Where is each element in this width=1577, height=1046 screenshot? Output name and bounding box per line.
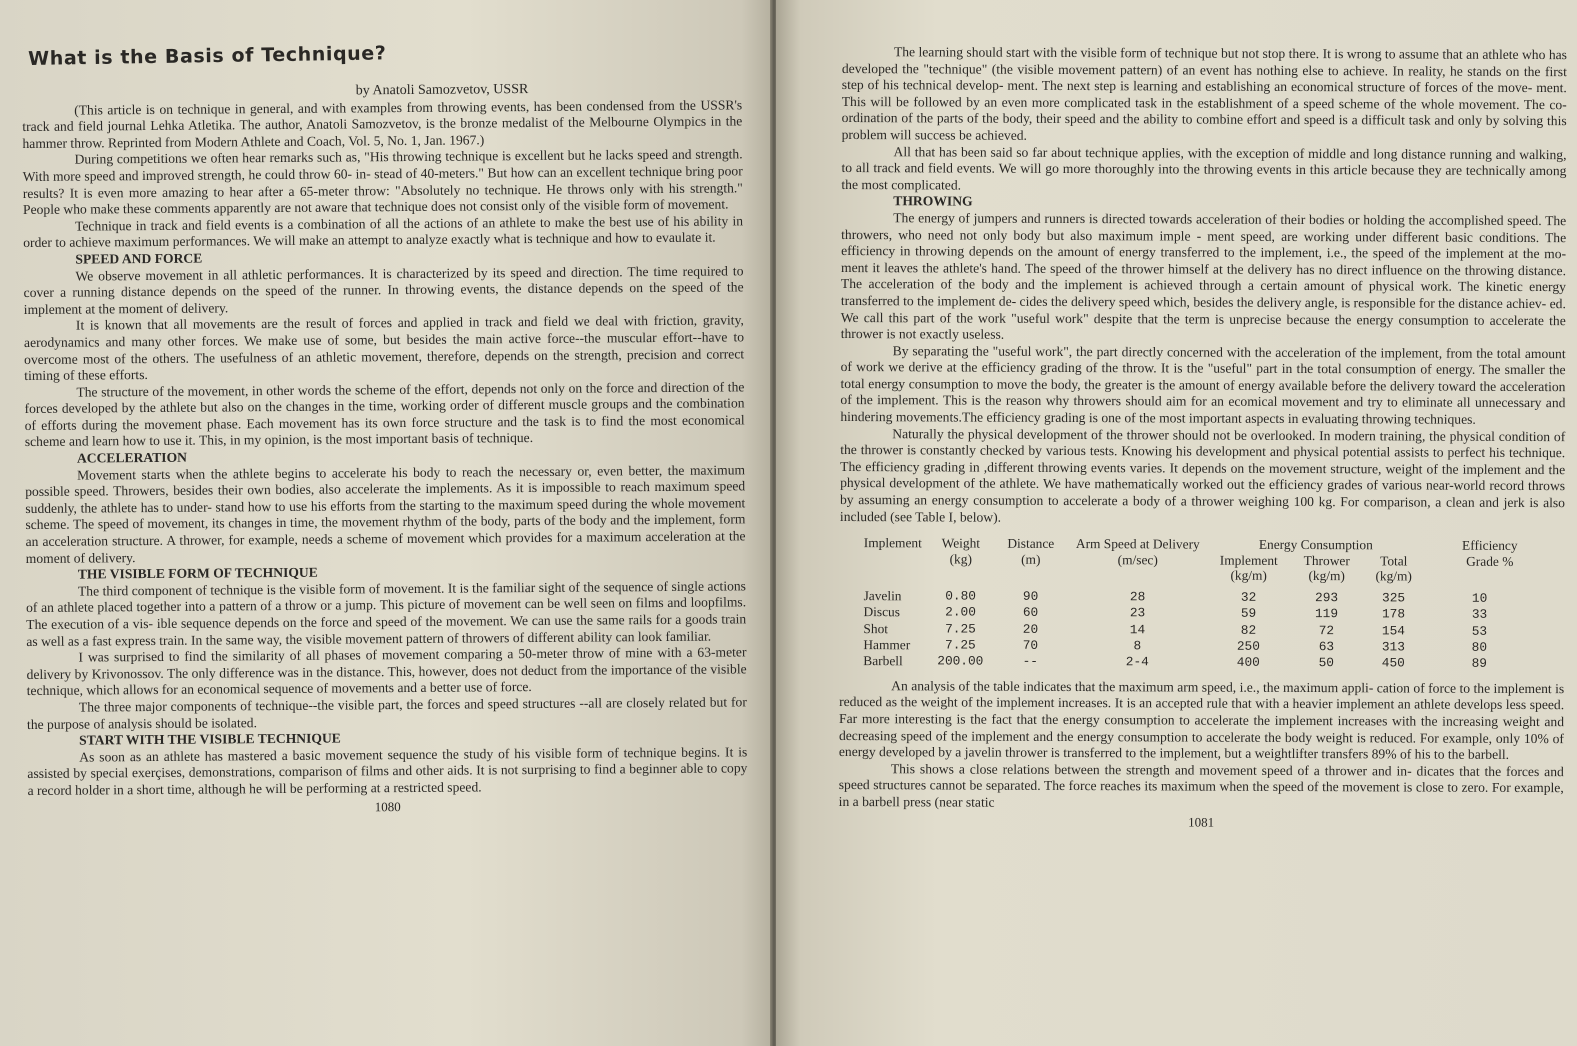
paragraph: We observe movement in all athletic performances. It is characterized by its speed and direction. The time required to cover a running distance depends on the speed of the runner. In throwing events, the distance depends on the speed of the implement at the moment of delivery. [23,262,744,317]
efficiency-table [857,535,1536,672]
cell-efficiency: 33 [1471,606,1488,622]
paragraph: (This article is on technique in general, and with examples from throwing events, has been condensed from the USSR's track and field journal Lehka Atletika. The author, Anatoli Samozvetov, is the bronze medalist of the Melbourne Olympics in the hammer throw. Reprinted from Modern Athlete and Coach, Vol. 5, No. 1, Jan. 1967.) [22,96,743,151]
paragraph: The three major components of technique--the visible part, the forces and speed structures --all are closely related but for the purpose of analysis should be isolated. [26,694,747,732]
cell-energy-total: 450 [1381,655,1405,671]
paragraph: By separating the "useful work", the part directly concerned with the acceleration of the implement, from the total amount of work we derive at the efficiency grading of the throw. It is the "useful" part in the total consumption of energy. The smaller the total energy consumption to move the body, the greater is the amount of energy available before the delivery toward the acceleration of the implement. This is the reason why throwers should aim for an ecomical movement and try to eliminate all unnecessary and hindering movements.The efficiency grading is one of the most important aspects in evaluating throwing techniques. [840,342,1566,427]
paragraph: The energy of jumpers and runners is directed towards acceleration of their bodies or holding the accomplished speed. The throwers, who need not only body but also maximum imple - ment speed, are working under different basic conditions. The efficiency in throwing depends on the amount of energy transferred to the implement, i.e., the speed of the implement at the mo- ment it leaves the athlete's hand. The speed of the thrower himself at the delivery has no direct influence on the throwing distance. The acceleration of the body and the implement is achieved through a certain amount of physical work. The kinetic energy transferred to the implement de- cides the delivery speed which, besides the delivery angle, is responsible for the distance achiev- ed. We call this part of the work "useful work" despite that the term is unprecise because the energy consumption to accelerate the thrower is not exactly useless. [840,210,1567,342]
right-page-body-top [840,44,1567,528]
cell-distance: 20 [1022,621,1039,637]
paragraph: During competitions we often hear remarks such as, "His throwing technique is excellent but he lacks speed and strength. With more speed and improved strength, he could throw 60- in- stead of 40-meters." But how can an excellent technique bring poor results? It is even more amazing to hear after a 65-meter throw: "Absolutely no technique. He throws only with his strength." People who make these comments apparently are not aware that technique does not consist only of the visible form of movement. [22,146,743,218]
paragraph: This shows a close relations between the strength and movement speed of a thrower and in- dicates that the forces and speed structures cannot be separated. The force reaches its maximum when the speed of the movement is close to zero. For example, in a barbell press (near static [838,760,1564,810]
header-energy-consumption: Energy Consumption [1258,537,1373,553]
left-page [0,0,772,1046]
paragraph: All that has been said so far about technique applies, with the exception of middle and long distance running and walking, to all track and field events. We will go more thoroughly into the throwing events in this article because they are technically among the most complicated. [841,143,1567,193]
cell-weight: 200.00 [937,653,984,669]
paragraph: The learning should start with the visible form of technique but not stop there. It is wrong to assume that an athlete who has developed the "technique" (the visible movement pattern) of an event has nothing else to achieve. In reality, he stands on the first step of his technical develop- ment. The next step is learning and establishing an economical structure of forces of the move- ment. This will be followed by an even more complicated task in the establishment of a speed scheme of the whole movement. The co-ordination of the parts of the body, their speed and the ability to combine effort and speed is a difficult task and only by solving this problem will success be achieved. [841,44,1567,143]
right-page [776,0,1577,1046]
table-row [857,653,1535,672]
cell-implement: Javelin [863,587,902,603]
cell-energy-total: 313 [1381,639,1405,655]
cell-arm-speed: 2-4 [1125,654,1149,670]
cell-weight: 7.25 [945,620,976,637]
paragraph: The third component of technique is the visible form of movement. It is the familiar sight of the sequence of single actions of an athlete placed together into a pattern of a throw or a jump. This picture of movement can be well seen on films and loopfilms. The execution of a vis- ible sequence depends on the force and speed of the movement. We can use the same rails for a goods train as well as a fast express train. In the same way, the visible movement pattern of throwers of different ability can look familiar. [26,578,747,649]
cell-implement: Barbell [863,653,903,669]
cell-energy-thrower: 293 [1315,589,1339,605]
paragraph: As soon as an athlete has mastered a basic movement sequence the study of his visible form of technique begins. It is assisted by special exerçises, demonstrations, comparison of films and other aids. It is not surprising to find a beginner able to copy a record holder in a short time, although he will be performing at a restricted speed. [27,744,748,798]
header-implement: Implement [863,535,922,551]
cell-distance: 70 [1022,637,1039,653]
cell-energy-thrower: 50 [1318,655,1335,671]
cell-distance: 60 [1022,604,1039,620]
header-energy-implement: Implement (kg/m) [1219,552,1278,584]
cell-arm-speed: 8 [1133,638,1142,654]
cell-implement: Discus [863,604,901,620]
left-page-text [22,80,748,818]
cell-implement: Shot [863,620,889,636]
cell-energy-total: 325 [1382,590,1406,606]
paragraph: It is known that all movements are the result of forces and applied in track and field we deal with friction, gravity, aerodynamics and many other forces. We make use of some, but besides the main active force--the muscular effort--have to overcome most of the others. The usefulness of an athletic movement, therefore, depends on the strength, precision and correct timing of these efforts. [23,312,745,384]
cell-energy-implement: 400 [1236,655,1260,671]
cell-weight: 0.80 [945,588,977,604]
section-heading: SPEED AND FORCE [75,250,203,267]
cell-energy-thrower: 119 [1314,606,1339,622]
paragraph: Naturally the physical development of the thrower should not be overlooked. In modern training, the physical condition of the thrower is constantly checked by various tests. Knowing his development and physical potential assists to perfect his technique. The efficiency grading in ,different throwing events varies. It depends on the movement structure, weight of the implement and the physical development of the athlete. We have mathematically worked out the efficiency grades of various near-world record throws by assuming an energy consumption to accelerate a body of a thrower weighing 100 kg. For comparison, a clean and jerk is also included (see Table I, below). [839,425,1566,525]
cell-efficiency: 10 [1471,590,1488,606]
table-header-row [858,535,1536,553]
byline: by Anatoli Samozvetov, USSR [355,82,529,99]
cell-arm-speed: 14 [1129,621,1146,637]
paragraph: Movement starts when the athlete begins to accelerate his body to reach the necessary or, even better, the maximum possible speed. Throwers, besides their own bodies, also accelerate the implements. As it is impossible to reach maximum speed suddenly, the athlete has to under- stand how to use his efforts from the starting to the maximum speed during the whole movement scheme. The speed of movement, its changes in time, the movement rhythm of the body, parts of the body and the implement, form an acceleration structure. A thrower, for example, needs a scheme of movement which provides for a maximum acceleration at the moment of delivery. [25,461,746,566]
paragraph: Technique in track and field events is a combination of all the actions of an athlete to make the best use of his ability in order to achieve maximum performances. We will make an attempt to analyze exactly what is technique and how to evaulate it. [23,213,744,251]
header-distance: Distance (m) [1007,535,1055,567]
header-energy-thrower: Thrower (kg/m) [1303,552,1350,584]
paragraph: An analysis of the table indicates that the maximum arm speed, i.e., the maximum appli- cation of force to the implement is reduced as the weight of the implement increases. It is an accepted rule that with a heavier implement an athlete develops less speed. Far more interesting is the fact that the energy consumption to accelerate the implement increases with the increasing weight and decreasing speed of the implement and the energy consumption to accelerate the body weight is reduced. For example, only 10% of energy developed by a javelin thrower is transferred to the implement, but a weightlifter transfers 89% of his to the barbell. [838,677,1565,763]
header-weight: Weight (kg) [941,535,981,567]
cell-arm-speed: 23 [1129,605,1146,621]
paragraph: The structure of the movement, in other words the scheme of the effort, depends not only on the force and direction of the forces developed by the athlete but also on the changes in the time, working order of different muscle groups and the combination of efforts during the movement phase. Each movement has its own force structure and the task is to find the most economical scheme and learn how to use it. This, in my opinion, is the most important basis of technique. [24,379,745,450]
left-page-body [22,97,747,800]
right-page-text [839,44,1567,832]
cell-weight: 2.00 [945,604,976,620]
table-body [857,588,1535,673]
cell-energy-implement: 59 [1240,605,1257,621]
cell-implement: Hammer [863,637,911,653]
cell-weight: 7.25 [945,637,976,653]
section-heading: ACCELERATION [76,449,188,466]
section-heading: THROWING [893,193,973,209]
right-page-body-bottom [839,678,1565,814]
cell-energy-thrower: 72 [1318,622,1335,638]
header-arm-speed: Arm Speed at Delivery (m/sec) [1075,536,1200,568]
cell-energy-implement: 82 [1240,622,1257,638]
page-number-left: 1080 [374,798,401,814]
section-heading: THE VISIBLE FORM OF TECHNIQUE [77,564,318,582]
cell-energy-total: 154 [1381,622,1406,638]
paragraph: I was surprised to find the similarity of all phases of movement comparing a 50-meter throw of mine with a 63-meter delivery by Krivonossov. The only difference was in the distance. This, however, does not deduct from the importance of the visible technique, which allows for an economical sequence of movements and a better use of force. [26,644,747,699]
cell-energy-implement: 250 [1236,638,1260,654]
cell-efficiency: 89 [1471,656,1488,672]
header-efficiency: Efficiency Grade % [1462,537,1518,569]
cell-distance: -- [1022,654,1039,670]
page-number-right: 1081 [1188,814,1215,830]
section-heading: START WITH THE VISIBLE TECHNIQUE [79,730,341,748]
cell-energy-implement: 32 [1240,589,1257,605]
cell-efficiency: 53 [1471,623,1488,639]
cell-arm-speed: 28 [1129,588,1146,605]
cell-energy-total: 178 [1381,606,1406,622]
cell-distance: 90 [1022,588,1039,604]
article-title: What is the Basis of Technique? [28,42,387,70]
cell-efficiency: 80 [1471,639,1488,655]
header-energy-total: Total (kg/m) [1375,553,1412,584]
cell-energy-thrower: 63 [1318,639,1335,655]
